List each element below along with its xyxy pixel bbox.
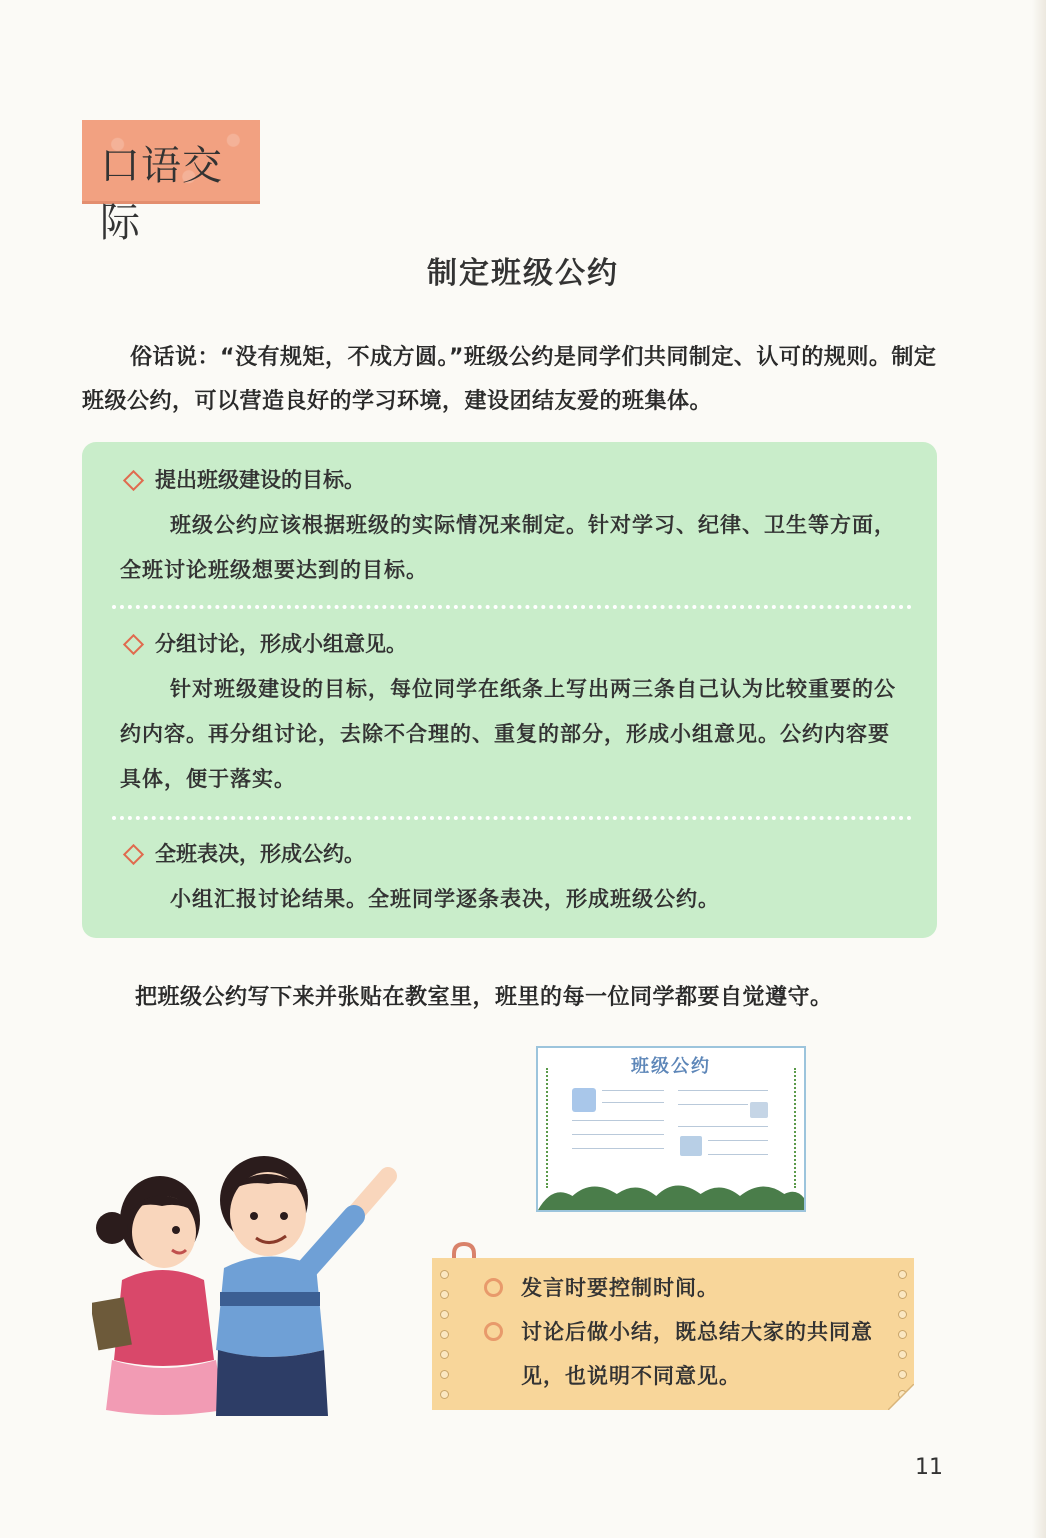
poster-text-line — [708, 1154, 768, 1155]
poster-text-line — [708, 1140, 768, 1141]
diamond-bullet-icon — [123, 634, 144, 655]
step-1-heading: 提出班级建设的目标。 — [155, 467, 365, 492]
poster-text-line — [572, 1148, 664, 1149]
folded-corner — [888, 1384, 914, 1410]
children-illustration — [92, 1150, 422, 1420]
tip-item — [484, 1310, 911, 1398]
poster-text-line — [678, 1126, 768, 1127]
step-3 — [120, 834, 910, 921]
class-rules-poster-illustration — [536, 1046, 806, 1212]
poster-photo-icon — [572, 1088, 596, 1112]
step-1-heading-row — [120, 460, 910, 500]
diamond-bullet-icon — [123, 844, 144, 865]
tip-1-text: 发言时要控制时间。 — [521, 1275, 719, 1300]
ring-bullet-icon — [484, 1322, 503, 1341]
intro-paragraph: 俗话说：“没有规矩，不成方圆。”班级公约是同学们共同制定、认可的规则。制定班级公约，可以营造良好的学习环境，建设团结友爱的班集体。 — [82, 345, 937, 414]
poster-text-line — [678, 1090, 768, 1091]
step-1 — [120, 460, 910, 592]
tips-note-card — [432, 1258, 914, 1410]
diamond-bullet-icon — [123, 470, 144, 491]
poster-text-line — [572, 1134, 664, 1135]
step-2-body: 针对班级建设的目标，每位同学在纸条上写出两三条自己认为比较重要的公约内容。再分组讨论，去除不合理的、重复的部分，形成小组意见。公约内容要具体，便于落实。 — [120, 676, 896, 791]
dotted-divider — [112, 605, 912, 609]
step-3-heading: 全班表决，形成公约。 — [155, 841, 365, 866]
step-3-heading-row — [120, 834, 910, 874]
poster-text-line — [572, 1120, 664, 1121]
vine-decoration — [546, 1068, 558, 1188]
step-2-heading-row — [120, 624, 910, 664]
section-badge-label: 口语交际 — [100, 143, 223, 246]
step-2-heading: 分组讨论，形成小组意见。 — [155, 631, 407, 656]
ring-bullet-icon — [484, 1278, 503, 1297]
poster-text-line — [602, 1102, 664, 1103]
step-2 — [120, 624, 910, 801]
poster-text-line — [678, 1104, 748, 1105]
closing-sentence: 把班级公约写下来并张贴在教室里，班里的每一位同学都要自觉遵守。 — [135, 985, 833, 1010]
section-badge — [82, 120, 260, 246]
step-3-body: 小组汇报讨论结果。全班同学逐条表决，形成班级公约。 — [170, 886, 720, 911]
step-1-body: 班级公约应该根据班级的实际情况来制定。针对学习、纪律、卫生等方面，全班讨论班级想要达到的目标。 — [120, 512, 896, 582]
steps-panel — [82, 442, 937, 938]
page-edge — [1032, 0, 1046, 1538]
vine-decoration — [784, 1068, 796, 1188]
tip-item — [484, 1266, 884, 1310]
poster-photo-icon — [750, 1102, 768, 1118]
bush-decoration — [538, 1174, 804, 1210]
note-holes-left — [440, 1270, 450, 1400]
poster-title: 班级公约 — [631, 1056, 711, 1077]
page-title: 制定班级公约 — [427, 256, 619, 291]
tip-2-text: 讨论后做小结，既总结大家的共同意见，也说明不同意见。 — [521, 1319, 873, 1388]
poster-photo-icon — [680, 1136, 702, 1156]
dotted-divider — [112, 816, 912, 820]
poster-text-line — [602, 1090, 664, 1091]
page-number: 11 — [915, 1455, 943, 1480]
